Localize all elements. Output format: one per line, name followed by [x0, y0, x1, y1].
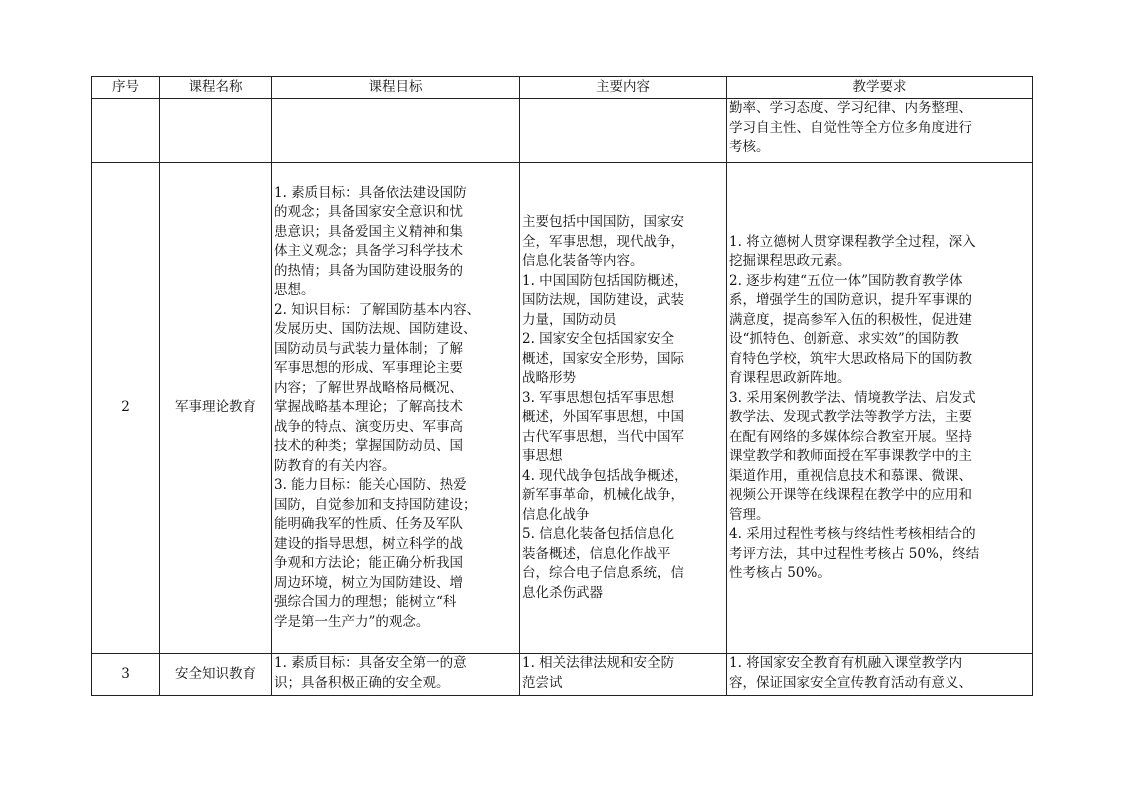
row-teaching-requirements: 1. 将国家安全教育有机融入课堂教学内 容，保证国家安全宣传教育活动有意义、	[727, 654, 1033, 696]
row-course-goals: 1. 素质目标：具备依法建设国防 的观念；具备国家安全意识和忧 患意识；具备爱国主义精神和集 体主义观念；具备学习科学技术 的热情；具备为国防建设服务的 思想。 2. 知识目标：了解国防基本内容、 发展历史、国防法规、国防建设、 国防动员与武装力量体制；了解 军事思想的形成、军事理论主要 内容；了解世界战略格局概况、 掌握战略基本理论；了解高技术 战争的特点、演变历史、军事高 技术的种类；掌握国防动员、国 防教育的有关内容。 3. 能力目标：能关心国防、热爱 国防，自觉参加和支持国防建设； 能明确我军的性质、任务及军队 建设的指导思想，树立科学的战 争观和方法论；能正确分析我国 周边环境，树立为国防建设、增 强综合国力的理想；能树立“科 学是第一生产力”的观念。	[272, 163, 520, 654]
row-course-goals: 1. 素质目标：具备安全第一的意 识；具备积极正确的安全观。	[272, 654, 520, 696]
row-no: 3	[92, 654, 160, 696]
row-main-content: 主要包括中国国防，国家安 全，军事思想，现代战争， 信息化装备等内容。 1. 中国国防包括国防概述， 国防法规，国防建设，武装 力量，国防动员 2. 国家安全包括国家安全 概述，国家安全形势，国际 战略形势 3. 军事思想包括军事思想 概述，外国军事思想，中国 古代军事思想，当代中国军 事思想 4. 现代战争包括战争概述， 新军事革命，机械化战争， 信息化战争 5. 信息化装备包括信息化 装备概述，信息化作战平 台，综合电子信息系统，信 息化杀伤武器	[520, 163, 727, 654]
table-row	[92, 163, 1033, 654]
row-no	[92, 99, 160, 163]
header-course-name: 课程名称	[160, 77, 272, 99]
row-teaching-requirements: 1. 将立德树人贯穿课程教学全过程，深入 挖掘课程思政元素。 2. 逐步构建“五位一体”国防教育教学体 系，增强学生的国防意识，提升军事课的 满意度，提高参军入伍的积极性，促进建 设“抓特色、创新意、求实效”的国防教 育特色学校，筑牢大思政格局下的国防教 育课程思政新阵地。 3. 采用案例教学法、情境教学法、启发式 教学法、发现式教学法等教学方法，主要 在配有网络的多媒体综合教室开展。坚持 课堂教学和教师面授在军事课教学中的主 渠道作用，重视信息技术和慕课、微课、 视频公开课等在线课程在教学中的应用和 管理。 4. 采用过程性考核与终结性考核相结合的 考评方法，其中过程性考核占 50%，终结 性考核占 50%。	[727, 163, 1033, 654]
row-main-content: 1. 相关法律法规和安全防 范尝试	[520, 654, 727, 696]
row-no: 2	[92, 163, 160, 654]
row-teaching-requirements: 勤率、学习态度、学习纪律、内务整理、 学习自主性、自觉性等全方位多角度进行 考核。	[727, 99, 1033, 163]
row-course-name: 安全知识教育	[160, 654, 272, 696]
header-main-content: 主要内容	[520, 77, 727, 99]
table-header-row	[92, 77, 1033, 99]
row-course-name	[160, 99, 272, 163]
row-course-name: 军事理论教育	[160, 163, 272, 654]
header-teaching-requirements: 教学要求	[727, 77, 1033, 99]
table-row	[92, 99, 1033, 163]
header-no: 序号	[92, 77, 160, 99]
row-main-content	[520, 99, 727, 163]
row-course-goals	[272, 99, 520, 163]
header-course-goals: 课程目标	[272, 77, 520, 99]
course-table	[91, 76, 1033, 696]
table-row	[92, 654, 1033, 696]
